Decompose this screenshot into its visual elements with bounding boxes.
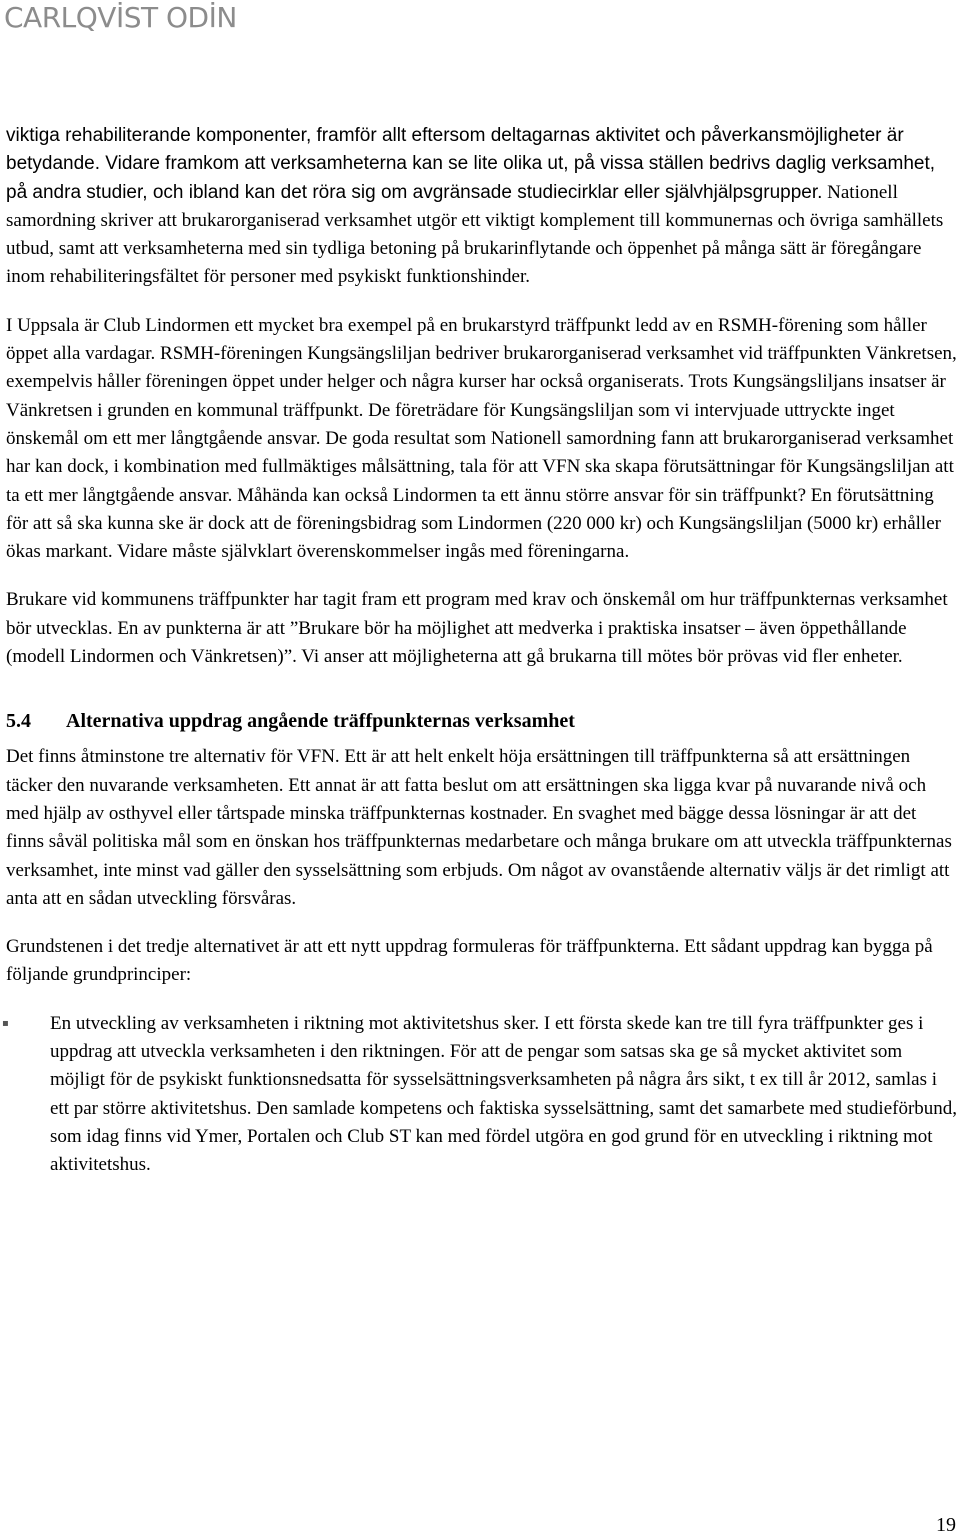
paragraph-5: Grundstenen i det tredje alternativet är att ett nytt uppdrag formuleras för träffpunkterna. Ett sådant uppdrag kan bygga på följande grundprinciper: bbox=[6, 936, 933, 986]
document-body bbox=[2, 122, 958, 1180]
page-number: 19 bbox=[936, 1514, 956, 1536]
company-logo: CARLQVİST ODİN bbox=[4, 1, 237, 34]
paragraph-2: I Uppsala är Club Lindormen ett mycket bra exempel på en brukarstyrd träffpunkt ledd av en RSMH-förening som håller öppet alla vardagar. RSMH-föreningen Kungsängsliljan bedriver brukarorganiserad verksamhet vid träffpunkten Vänkretsen, exempelvis håller föreningen öppet under helger och några kurser har också organiserats. Trots Kungsängsliljans insatser är Vänkretsen i grunden en kommunal träffpunkt. De företrädare för Kungsängsliljan som vi intervjuade uttryckte inget önskemål om ett mer långtgående ansvar. De goda resultat som Nationell samordning fann att brukarorganiserad verksamhet har kan dock, i kombination med fullmäktiges målsättning, tala för att VFN ska skapa förutsättningar för Kungsängsliljan att ta ett mer långtgående ansvar. Måhända kan också Lindormen ta ett ännu större ansvar för sin träffpunkt? En förutsättning för att så ska kunna ske är dock att de föreningsbidrag som Lindormen (220 000 kr) och Kungsängsliljan (5000 kr) erhåller ökas markant. Vidare måste självklart överenskommelser ingås med föreningarna. bbox=[6, 314, 957, 563]
paragraph-1 bbox=[6, 122, 958, 292]
section-title: Alternativa uppdrag angående träffpunkternas verksamhet bbox=[66, 710, 575, 733]
paragraph-3: Brukare vid kommunens träffpunkter har tagit fram ett program med krav och önskemål om hur träffpunkternas verksamhet bör utvecklas. En av punkterna är att ”Brukare bör ha möjlighet att medverka i praktiska insatser – även öppethållande (modell Lindormen och Vänkretsen)”. Vi anser att möjligheterna att gå brukarna till mötes bör prövas vid fler enheter. bbox=[6, 589, 948, 668]
bullet-text: En utveckling av verksamheten i riktning mot aktivitetshus sker. I ett första skede kan tre till fyra träffpunkter ges i uppdrag att utveckla verksamheten i den riktningen. För att de pengar som satsas ska ge så mycket aktivitet som möjligt för de psykiskt funktionsnedsatta för sysselsättningsverksamheten på några års sikt, t ex till år 2012, samlas i ett par större aktivitetshus. Den samlade kompetens och faktiska sysselsättning, samt det samarbete med studieförbund, som idag finns vid Ymer, Portalen och Club ST kan med fördel utgöra en god grund för en utveckling i riktning mot aktivitetshus. bbox=[50, 1012, 958, 1176]
section-heading bbox=[6, 707, 958, 735]
section-number: 5.4 bbox=[6, 710, 31, 733]
bullet-item bbox=[2, 1010, 958, 1180]
bullet-icon: ▪ bbox=[2, 1017, 9, 1029]
paragraph-4: Det finns åtminstone tre alternativ för VFN. Ett är att helt enkelt höja ersättningen till träffpunkterna så att ersättningen täcker den nuvarande verksamheten. Ett annat är att fatta beslut om att ersättningen ska ligga kvar på nuvarande nivå och med hjälp av osthyvel eller tårtspade minska träffpunkternas kostnader. En svaghet med bägge dessa lösningar är att det finns såväl politiska mål som en önskan hos träffpunkternas medarbetare och många brukare om att utveckla träffpunkternas verksamhet, inte minst vad gäller den sysselsättning som erbjuds. Om något av ovanstående alternativ väljs är det rimligt att anta att en sådan utveckling försvåras. bbox=[6, 746, 952, 909]
paragraph-1-sans-text: viktiga rehabiliterande komponenter, framför allt eftersom deltagarnas aktivitet och påverkansmöjligheter är betydande. Vidare framkom att verksamheterna kan se lite olika ut, på vissa ställen bedrivs daglig verksamhet, på andra studier, och ibland kan det röra sig om avgränsade studiecirklar eller självhjälpsgrupper. bbox=[6, 125, 936, 203]
paragraph-1-serif-text: Nationell samordning skriver att brukarorganiserad verksamhet utgör ett viktigt komplement till kommunernas och övriga samhällets utbud, samt att verksamheterna med sin tydliga betoning på brukarinflytande och öppenhet på många sätt är föregångare inom rehabiliteringsfältet för personer med psykiskt funktionshinder. bbox=[6, 181, 944, 288]
